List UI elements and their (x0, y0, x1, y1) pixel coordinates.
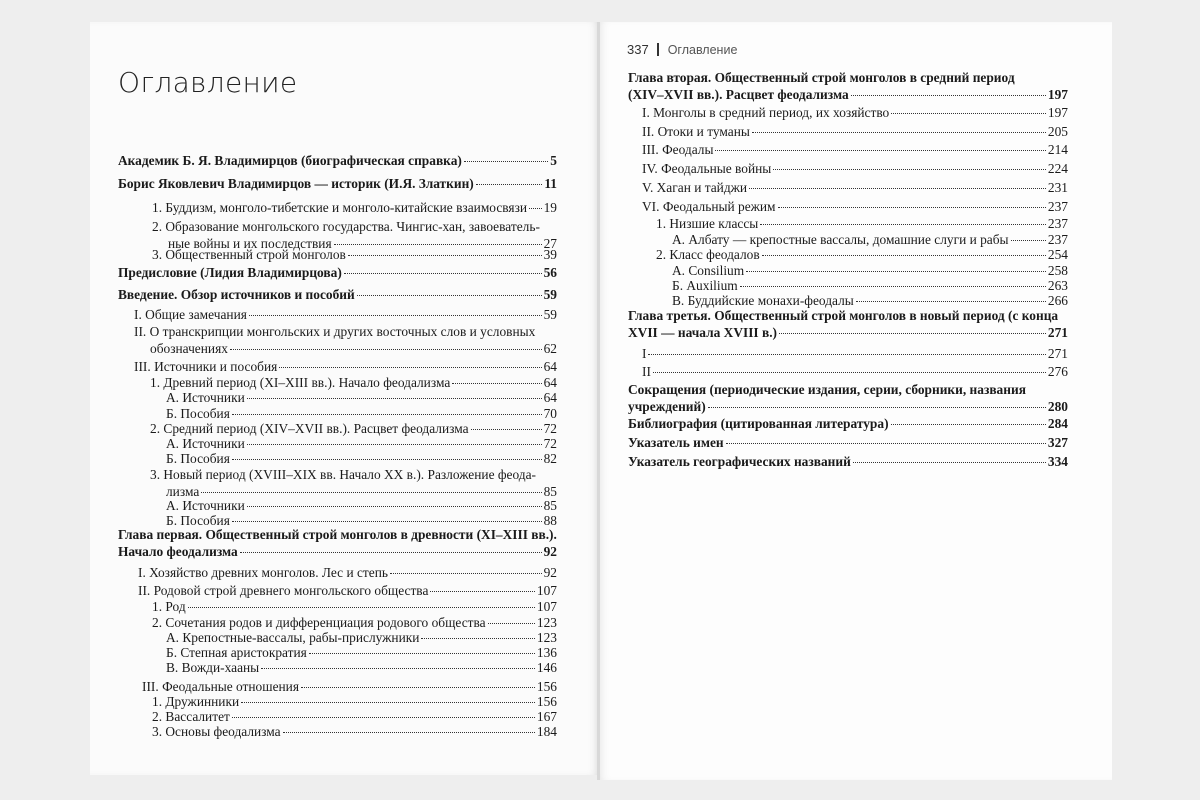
toc-page-number: 59 (543, 287, 557, 302)
toc-page-number: 85 (543, 498, 557, 513)
toc-page-number: 59 (543, 307, 557, 322)
toc-entry-title: 1. Буддизм, монголо-тибетские и монголо-китайские взаимосвязи (152, 200, 528, 215)
toc-entry-line (628, 307, 1068, 324)
toc-entry (152, 246, 557, 263)
toc-entry-line (152, 598, 557, 615)
dot-leader (232, 521, 542, 522)
toc-entry-title: Борис Яковлевич Владимирцов — историк (И.Я. Златкин) (118, 176, 474, 191)
toc-entry (642, 141, 1068, 158)
toc-entry (628, 434, 1068, 451)
toc-page-number: 85 (543, 484, 557, 499)
toc-page-number: 123 (536, 630, 557, 645)
toc-entry-line (118, 286, 557, 303)
toc-page-number: 156 (536, 694, 557, 709)
toc-page-number: 327 (1047, 435, 1068, 450)
toc-entry (134, 323, 557, 357)
toc-page-number: 19 (543, 200, 557, 215)
toc-entry-line (642, 123, 1068, 140)
toc-page-number: 271 (1047, 346, 1068, 361)
toc-entry-title: VI. Феодальный режим (642, 199, 776, 214)
toc-entry-line (642, 179, 1068, 196)
toc-page-number: 237 (1047, 216, 1068, 231)
toc-entry-title: А. Крепостные-вассалы, рабы-прислужники (166, 630, 420, 645)
dot-leader (853, 462, 1046, 463)
toc-entry (628, 381, 1068, 415)
toc-page-number: 146 (536, 660, 557, 675)
toc-entry-line (628, 434, 1068, 451)
toc-page-number: 197 (1047, 105, 1068, 120)
toc-entry-title: Предисловие (Лидия Владимирцова) (118, 265, 342, 280)
toc-entry-title: (XIV–XVII вв.). Расцвет феодализма (628, 87, 849, 102)
toc-entry-title: II. О транскрипции монгольских и других восточных слов и условных (134, 324, 536, 339)
dot-leader (653, 372, 1046, 373)
toc-page-number: 237 (1047, 199, 1068, 214)
toc-entry-title: А. Источники (166, 498, 245, 513)
running-head-title: Оглавление (667, 42, 738, 57)
toc-entry-title: 1. Род (152, 599, 186, 614)
toc-entry-line (118, 543, 557, 560)
dot-leader (247, 444, 542, 445)
page-title: Оглавление (118, 66, 298, 99)
toc-entry-title: лизма (166, 484, 200, 499)
toc-entry-title: 3. Общественный строй монголов (152, 247, 346, 262)
dot-leader (529, 208, 542, 209)
toc-entry-line (628, 381, 1068, 398)
toc-entry-line (134, 306, 557, 323)
dot-leader (309, 653, 535, 654)
dot-leader (476, 184, 543, 185)
toc-entry-line (134, 340, 557, 357)
toc-entry-title: А. Источники (166, 390, 245, 405)
toc-entry-line (138, 564, 557, 581)
toc-page-number: 258 (1047, 263, 1068, 278)
toc-entry-title: I. Монголы в средний период, их хозяйство (642, 105, 890, 120)
toc-entry-line (118, 175, 557, 192)
toc-entry (628, 415, 1068, 432)
toc-entry-title: 2. Образование монгольского государства. Чингис-хан, завоеватель- (152, 219, 540, 234)
dot-leader (232, 414, 542, 415)
toc-entry-title: 1. Дружинники (152, 694, 240, 709)
toc-page-number: 107 (536, 583, 557, 598)
toc-entry-title: Б. Пособия (166, 451, 230, 466)
dot-leader (851, 95, 1046, 96)
toc-entry (166, 450, 557, 467)
toc-entry (642, 198, 1068, 215)
toc-entry-line (134, 358, 557, 375)
toc-page-number: 231 (1047, 180, 1068, 195)
toc-entry-title: 1. Низшие классы (656, 216, 759, 231)
toc-entry-line (628, 86, 1068, 103)
toc-page-number: 64 (543, 359, 557, 374)
toc-entry (152, 598, 557, 615)
toc-page-number: 5 (550, 153, 557, 168)
toc-page-number: 62 (543, 341, 557, 356)
dot-leader (230, 349, 542, 350)
toc-entry-title: 2. Класс феодалов (656, 247, 760, 262)
toc-entry-title: Указатель имен (628, 435, 724, 450)
dot-leader (452, 383, 541, 384)
dot-leader (752, 132, 1046, 133)
dot-leader (201, 492, 541, 493)
toc-page-number: 284 (1047, 416, 1068, 431)
toc-entry-title: Б. Степная аристократия (166, 645, 307, 660)
toc-entry (628, 69, 1068, 103)
toc-entry-title: обозначениях (150, 341, 228, 356)
toc-entry (642, 104, 1068, 121)
toc-entry (642, 345, 1068, 362)
toc-entry (118, 152, 557, 169)
dot-leader (746, 271, 1046, 272)
toc-entry-line (642, 198, 1068, 215)
dot-leader (778, 207, 1046, 208)
toc-entry-title: XVII — начала XVIII в.) (628, 325, 778, 340)
dot-leader (464, 161, 548, 162)
toc-entry-line (628, 415, 1068, 432)
toc-page-number: 266 (1047, 293, 1068, 308)
toc-entry-title: II. Отоки и туманы (642, 124, 750, 139)
toc-entry-title: 2. Средний период (XIV–XVII вв.). Расцвет феодализма (150, 421, 469, 436)
dot-leader (344, 273, 542, 274)
dot-leader (726, 443, 1046, 444)
toc-page-number: 197 (1047, 87, 1068, 102)
dot-leader (301, 687, 535, 688)
toc-entry (138, 582, 557, 599)
toc-entry-line (152, 199, 557, 216)
toc-entry-line (150, 466, 557, 483)
toc-entry (166, 389, 557, 406)
toc-page-number: 224 (1047, 161, 1068, 176)
toc-entry-title: IV. Феодальные войны (642, 161, 772, 176)
toc-entry-title: Указатель географических названий (628, 454, 851, 469)
toc-entry (118, 286, 557, 303)
toc-entry-title: Глава первая. Общественный строй монголов в древности (XI–XIII вв.). (118, 527, 557, 542)
toc-entry (642, 123, 1068, 140)
toc-entry (134, 358, 557, 375)
toc-entry-title: учреждений) (628, 399, 706, 414)
running-head (627, 42, 737, 57)
dot-leader (247, 398, 542, 399)
toc-entry-line (628, 453, 1068, 470)
toc-page-number: 271 (1047, 325, 1068, 340)
dot-leader (749, 188, 1046, 189)
toc-page-number: 205 (1047, 124, 1068, 139)
toc-entry-line (656, 246, 1068, 263)
dot-leader (430, 591, 535, 592)
dot-leader (232, 459, 542, 460)
toc-entry-title: Б. Пособия (166, 406, 230, 421)
toc-entry (152, 723, 557, 740)
dot-leader (715, 150, 1045, 151)
dot-leader (188, 607, 535, 608)
toc-entry (118, 526, 557, 560)
toc-page-number: 82 (543, 451, 557, 466)
toc-page-number: 72 (543, 436, 557, 451)
toc-entry-title: I (642, 346, 647, 361)
toc-entry (656, 246, 1068, 263)
toc-entry-title: 2. Вассалитет (152, 709, 230, 724)
toc-entry-line (166, 450, 557, 467)
dot-leader (232, 717, 535, 718)
toc-entry (628, 453, 1068, 470)
dot-leader (249, 315, 542, 316)
dot-leader (240, 552, 542, 553)
dot-leader (247, 506, 542, 507)
toc-entry-title: V. Хаган и тайджи (642, 180, 748, 195)
toc-page-number: 136 (536, 645, 557, 660)
toc-entry-line (642, 141, 1068, 158)
dot-leader (488, 623, 535, 624)
toc-entry-line (642, 160, 1068, 177)
dot-leader (708, 407, 1046, 408)
dot-leader (779, 333, 1046, 334)
dot-leader (773, 169, 1046, 170)
toc-entry-line (642, 104, 1068, 121)
toc-page-number: 64 (543, 375, 557, 390)
toc-page-number: 88 (543, 513, 557, 528)
toc-page-number: 39 (543, 247, 557, 262)
toc-entry-line (166, 659, 557, 676)
toc-entry-title: III. Феодальные отношения (142, 679, 299, 694)
toc-entry-title: Глава третья. Общественный строй монголов в новый период (с конца (628, 308, 1059, 323)
dot-leader (241, 702, 535, 703)
toc-page-number: 11 (544, 176, 557, 191)
dot-leader (348, 255, 542, 256)
toc-entry-line (152, 246, 557, 263)
toc-entry-title: Академик Б. Я. Владимирцов (биографическая справка) (118, 153, 462, 168)
dot-leader (261, 668, 535, 669)
toc-page-number: 92 (543, 565, 557, 580)
toc-entry-title: Б. Пособия (166, 513, 230, 528)
dot-leader (760, 224, 1046, 225)
toc-entry-line (152, 723, 557, 740)
toc-entry-line (642, 345, 1068, 362)
toc-entry-title: 1. Древний период (XI–XIII вв.). Начало феодализма (150, 375, 451, 390)
toc-entry (642, 363, 1068, 380)
toc-entry-title: II. Родовой строй древнего монгольского общества (138, 583, 429, 598)
toc-entry-title: I. Общие замечания (134, 307, 247, 322)
toc-page-number: 107 (536, 599, 557, 614)
toc-entry-title: III. Феодалы (642, 142, 714, 157)
toc-page-number: 254 (1047, 247, 1068, 262)
toc-entry (642, 160, 1068, 177)
toc-page-number: 123 (536, 615, 557, 630)
toc-page-number: 27 (543, 236, 557, 251)
dot-leader (334, 244, 542, 245)
toc-entry-line (152, 218, 557, 235)
toc-entry-line (118, 526, 557, 543)
toc-entry-line (656, 215, 1068, 232)
dot-leader (740, 286, 1046, 287)
toc-page-number: 263 (1047, 278, 1068, 293)
toc-entry (118, 175, 557, 192)
toc-entry-title: А. Албату — крепостные вассалы, домашние слуги и рабы (672, 232, 1009, 247)
dot-leader (891, 424, 1046, 425)
toc-entry-title: А. Источники (166, 436, 245, 451)
toc-entry (656, 215, 1068, 232)
toc-entry-title: III. Источники и пособия (134, 359, 278, 374)
dot-leader (421, 638, 535, 639)
toc-page-number: 184 (536, 724, 557, 739)
toc-entry (166, 659, 557, 676)
toc-page-number: 334 (1047, 454, 1068, 469)
toc-entry-line (628, 69, 1068, 86)
toc-page-number: 72 (543, 421, 557, 436)
page-number: 337 (627, 42, 649, 57)
toc-entry-line (628, 398, 1068, 415)
toc-entry (628, 307, 1068, 341)
toc-page-number: 167 (536, 709, 557, 724)
dot-leader (283, 732, 535, 733)
dot-leader (279, 367, 541, 368)
toc-entry-title: Глава вторая. Общественный строй монголов в средний период (628, 70, 1015, 85)
dot-leader (1011, 240, 1046, 241)
toc-entry-title: Введение. Обзор источников и пособий (118, 287, 355, 302)
toc-page-number: 70 (543, 406, 557, 421)
toc-entry-title: Начало феодализма (118, 544, 238, 559)
dot-leader (762, 255, 1046, 256)
toc-entry-title: ные войны и их последствия (168, 236, 332, 251)
toc-entry-title: Библиография (цитированная литература) (628, 416, 889, 431)
toc-entry-title: В. Буддийские монахи-феодалы (672, 293, 854, 308)
toc-page-number: 276 (1047, 364, 1068, 379)
toc-entry (150, 466, 557, 500)
toc-page-number: 214 (1047, 142, 1068, 157)
toc-page-number: 64 (543, 390, 557, 405)
divider (657, 43, 659, 56)
toc-entry-title: 2. Сочетания родов и дифференциация родового общества (152, 615, 486, 630)
toc-entry-title: 3. Основы феодализма (152, 724, 281, 739)
dot-leader (856, 301, 1046, 302)
dot-leader (648, 354, 1045, 355)
dot-leader (471, 429, 542, 430)
toc-entry-line (138, 582, 557, 599)
toc-entry-title: В. Вожди-хааны (166, 660, 260, 675)
toc-entry (642, 179, 1068, 196)
toc-entry-line (166, 389, 557, 406)
dot-leader (390, 573, 542, 574)
toc-page-number: 280 (1047, 399, 1068, 414)
right-page (600, 22, 1112, 780)
toc-entry-line (134, 323, 557, 340)
dot-leader (891, 113, 1046, 114)
toc-page-number: 56 (543, 265, 557, 280)
toc-entry-line (642, 363, 1068, 380)
toc-entry (134, 306, 557, 323)
toc-entry (138, 564, 557, 581)
toc-entry (152, 199, 557, 216)
toc-entry-title: Б. Auxilium (672, 278, 738, 293)
toc-entry-title: Сокращения (периодические издания, серии, сборники, названия (628, 382, 1026, 397)
toc-entry-title: А. Consilium (672, 263, 745, 278)
toc-entry-line (628, 324, 1068, 341)
toc-entry-title: I. Хозяйство древних монголов. Лес и степь (138, 565, 389, 580)
toc-entry-line (118, 264, 557, 281)
toc-entry-title: II (642, 364, 651, 379)
toc-entry (118, 264, 557, 281)
left-page (90, 22, 598, 775)
toc-page-number: 92 (543, 544, 557, 559)
toc-entry-line (118, 152, 557, 169)
dot-leader (357, 295, 542, 296)
toc-page-number: 156 (536, 679, 557, 694)
toc-page-number: 237 (1047, 232, 1068, 247)
toc-entry-title: 3. Новый период (XVIII–XIX вв. Начало XX в.). Разложение феода- (150, 467, 537, 482)
